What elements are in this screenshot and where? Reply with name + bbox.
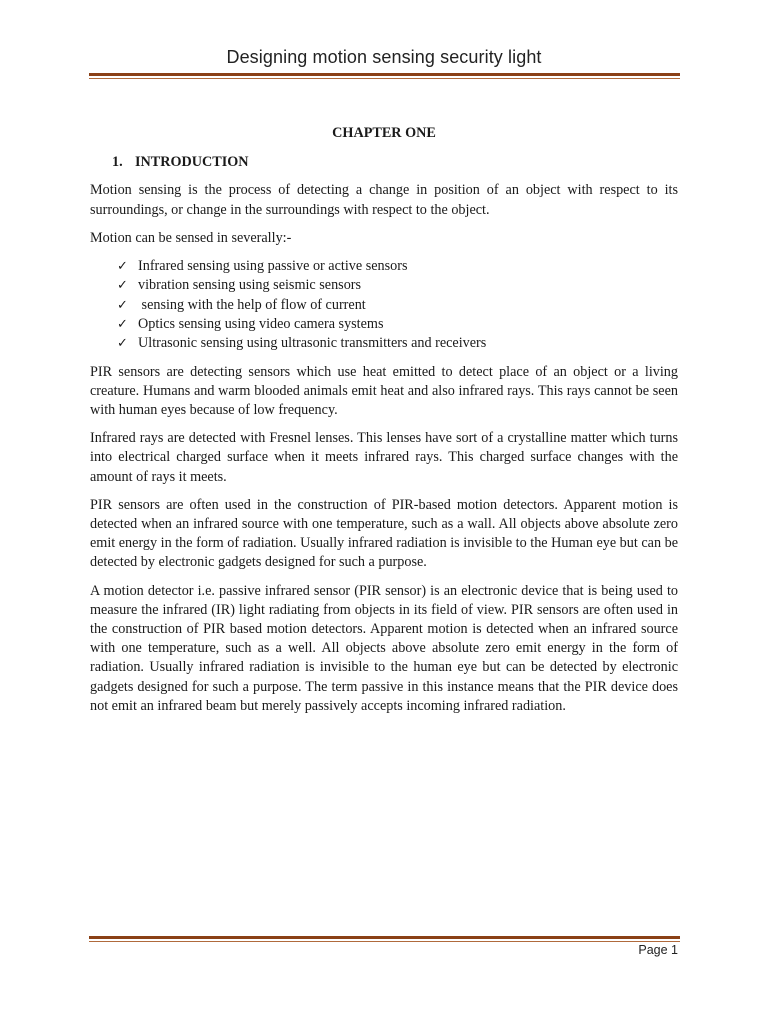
- check-mark-icon: ✓: [117, 297, 128, 313]
- check-mark-icon: ✓: [117, 259, 128, 275]
- header-divider: [89, 73, 680, 79]
- list-item: [90, 276, 678, 295]
- page-number: Page 1: [638, 943, 678, 957]
- list-item: [90, 315, 678, 334]
- paragraph-pir-detectors: PIR sensors are often used in the construction of PIR-based motion detectors. Apparent motion is detected when an infrared source with one temperature, such as a wall. All objects above absolute zero emit energy in the form of radiation. Usually infrared radiation is invisible to the Human eye but can be detected by electronic gadgets designed for such a purpose.: [90, 496, 678, 571]
- check-mark-icon: ✓: [117, 278, 128, 294]
- paragraph-list-intro: Motion can be sensed in severally:-: [90, 229, 292, 246]
- list-item-text: sensing with the help of flow of current: [138, 296, 366, 313]
- list-item: [90, 334, 678, 353]
- list-item: [90, 296, 678, 315]
- check-mark-icon: ✓: [117, 336, 128, 352]
- section-heading: [112, 153, 678, 172]
- page-header-title: Designing motion sensing security light: [226, 47, 542, 67]
- paragraph-definition: Motion sensing is the process of detecting a change in position of an object with respect to its surroundings, or change in the surroundings with respect to the object.: [90, 182, 678, 218]
- sensing-methods-list: [90, 257, 678, 353]
- paragraph-fresnel-lenses: Infrared rays are detected with Fresnel lenses. This lenses have sort of a crystalline matter which turns into electrical charged surface when it meets infrared rays. This charged surface changes with the amount of rays it meets.: [90, 430, 678, 485]
- document-body: [90, 124, 678, 725]
- paragraph-passive-infrared: A motion detector i.e. passive infrared sensor (PIR sensor) is an electronic device that is being used to measure the infrared (IR) light radiating from objects in its field of view. PIR sensors are often used in the construction of PIR based motion detectors. Apparent motion is detected when an infrared source with one temperature, such as a well. All objects above absolute zero emit energy in the form of radiation. Usually infrared radiation is invisible to the human eye but can be detected by electronic gadgets designed for such a purpose. The term passive in this instance means that the PIR device does not emit an infrared beam but merely passively accepts incoming infrared radiation.: [90, 582, 678, 714]
- list-item-text: Ultrasonic sensing using ultrasonic transmitters and receivers: [138, 335, 487, 352]
- check-mark-icon: ✓: [117, 316, 128, 332]
- chapter-title: CHAPTER ONE: [332, 125, 436, 141]
- list-item-text: Infrared sensing using passive or active sensors: [138, 258, 408, 275]
- paragraph-pir-sensors: PIR sensors are detecting sensors which use heat emitted to detect place of an object or a living creature. Humans and warm blooded animals emit heat and also infrared rays. This rays cannot be seen with human eyes because of low frequency.: [90, 363, 678, 418]
- section-title: INTRODUCTION: [135, 154, 249, 171]
- footer-divider: [89, 936, 680, 942]
- list-item: [90, 257, 678, 276]
- list-item-text: Optics sensing using video camera systems: [138, 315, 384, 332]
- list-item-text: vibration sensing using seismic sensors: [138, 277, 362, 294]
- section-number: 1.: [112, 154, 123, 171]
